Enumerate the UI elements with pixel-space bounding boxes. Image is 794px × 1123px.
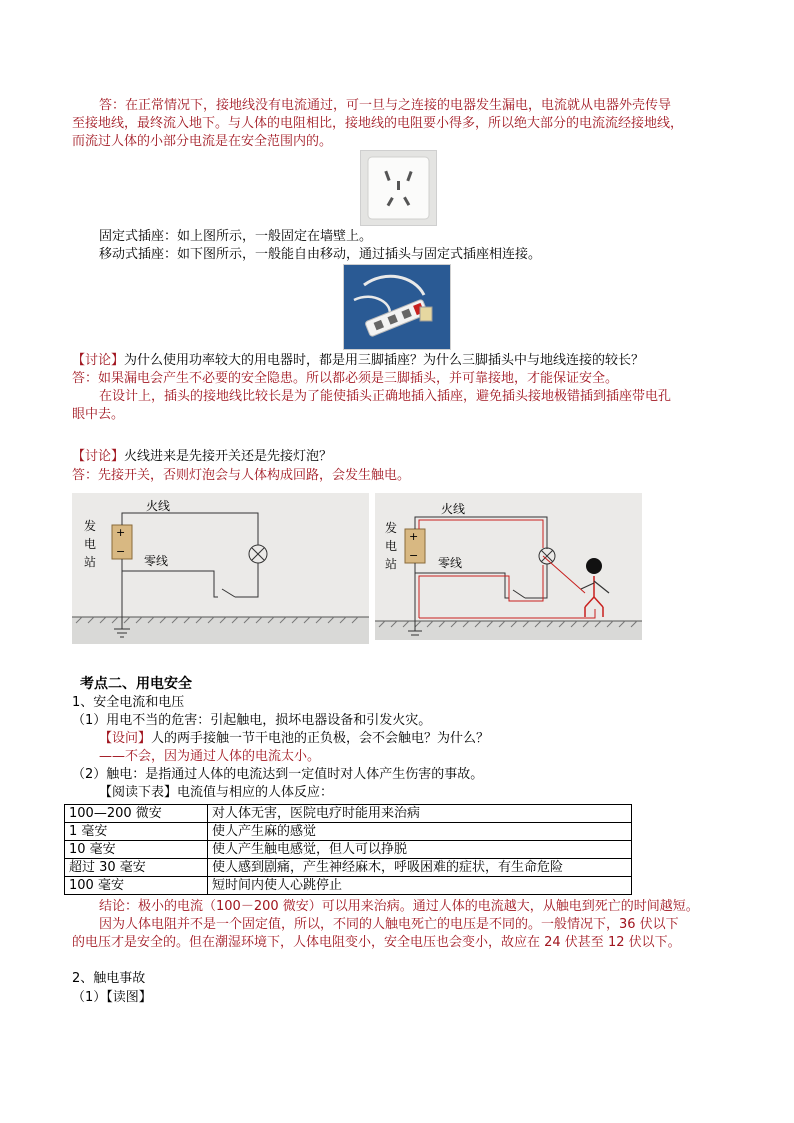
reaction-cell: 使人感到剧痛，产生神经麻木，呼吸困难的症状，有生命危险	[208, 859, 632, 877]
current-cell: 100—200 微安	[65, 805, 208, 823]
setwen-tag: 【设问】	[99, 731, 152, 746]
table-row	[65, 823, 632, 841]
station-char-1: 发	[84, 519, 97, 533]
section-heading: 考点二、用电安全	[80, 676, 192, 692]
conclusion-line-2: 因为人体电阻并不是一个固定值，所以，不同的人触电死亡的电压是不同的。一般情况下，36 伏以下	[99, 917, 679, 932]
current-reaction-table	[64, 804, 632, 895]
conclusion-line-3: 的电压才是安全的。但在潮湿环境下，人体电阻变小，安全电压也会变小，故应在 24 伏甚至 12 伏以下。	[72, 935, 681, 950]
reaction-cell: 使人产生触电感觉，但人可以挣脱	[208, 841, 632, 859]
reaction-cell: 使人产生麻的感觉	[208, 823, 632, 841]
discussion-1-answer2-line2: 眼中去。	[72, 407, 125, 422]
item-1-2: （2）触电：是指通过人体的电流达到一定值时对人体产生伤害的事故。	[72, 767, 484, 782]
table-row	[65, 841, 632, 859]
circuit-diagram-shock	[375, 493, 642, 640]
current-cell: 超过 30 毫安	[65, 859, 208, 877]
table-row	[65, 805, 632, 823]
reading-text: 电流值与相应的人体反应：	[177, 785, 334, 800]
circuit-diagram-switch-first	[72, 493, 369, 644]
conclusion-line-1: 结论：极小的电流（100－200 微安）可以用来治病。通过人体的电流越大，从触电到死亡的时间越短。	[99, 899, 699, 914]
current-cell: 100 毫安	[65, 877, 208, 895]
discussion-tag: 【讨论】	[72, 449, 125, 464]
power-strip-photo	[343, 264, 451, 350]
mobile-socket-text: 移动式插座：如下图所示，一般能自由移动，通过插头与固定式插座相连接。	[99, 247, 542, 262]
live-wire-label: 火线	[441, 502, 466, 516]
item-1-1: （1）用电不当的危害：引起触电，损坏电器设备和引发火灾。	[72, 713, 432, 728]
answer-line-2: 至接地线，最终流入地下。与人体的电阻相比，接地线的电阻要小得多，所以绝大部分的电流流经接地线，	[72, 116, 684, 131]
discussion-tag: 【讨论】	[72, 353, 125, 368]
setwen-answer: ——不会，因为通过人体的电流太小。	[99, 749, 321, 764]
live-wire-label: 火线	[146, 499, 171, 513]
reaction-cell: 短时间内使人心跳停止	[208, 877, 632, 895]
station-char-2: 电	[385, 539, 398, 553]
neutral-wire-label: 零线	[438, 556, 463, 570]
item-1-title: 1、安全电流和电压	[72, 695, 185, 710]
station-char-2: 电	[84, 537, 97, 551]
setwen-question	[99, 730, 489, 748]
discussion-1-answer2-line1: 在设计上，插头的接地线比较长是为了能使插头正确地插入插座，避免插头接地极错插到插座带电孔	[99, 389, 672, 404]
item-2-title: 2、触电事故	[72, 971, 146, 986]
reaction-cell: 对人体无害，医院电疗时能用来治病	[208, 805, 632, 823]
minus-sign: −	[409, 549, 419, 562]
person-head	[586, 558, 602, 574]
discussion-1-answer: 答：如果漏电会产生不必要的安全隐患。所以都必须是三脚插头，并可靠接地，才能保证安全。	[72, 371, 619, 386]
answer-line-1: 答：在正常情况下，接地线没有电流通过，可一旦与之连接的电器发生漏电，电流就从电器外壳传导	[99, 98, 672, 113]
wall-socket-photo	[360, 150, 437, 226]
plus-sign: +	[116, 526, 126, 539]
current-cell: 1 毫安	[65, 823, 208, 841]
discussion-question: 火线进来是先接开关还是先接灯泡？	[124, 449, 333, 464]
discussion-question: 为什么使用功率较大的用电器时，都是用三脚插座？为什么三脚插头中与地线连接的较长？	[124, 353, 645, 368]
reading-tag: 【阅读下表】	[99, 785, 178, 800]
station-char-1: 发	[385, 521, 398, 535]
plus-sign: +	[409, 530, 419, 543]
discussion-2-answer: 答：先接开关，否则灯泡会与人体构成回路，会发生触电。	[72, 468, 411, 483]
item-2-1: （1）【读图】	[72, 990, 152, 1005]
minus-sign: −	[116, 545, 126, 558]
setwen-question-text: 人的两手接触一节干电池的正负极，会不会触电？为什么？	[151, 731, 490, 746]
table-row	[65, 859, 632, 877]
discussion-2-question	[72, 448, 332, 466]
current-cell: 10 毫安	[65, 841, 208, 859]
reading-line	[99, 784, 333, 802]
station-char-3: 站	[84, 555, 97, 569]
station-char-3: 站	[385, 557, 398, 571]
neutral-wire-label: 零线	[144, 554, 169, 568]
discussion-1-question	[72, 352, 644, 370]
fixed-socket-text: 固定式插座：如上图所示，一般固定在墙壁上。	[99, 229, 373, 244]
answer-line-3: 而流过人体的小部分电流是在安全范围内的。	[72, 134, 333, 149]
table-row	[65, 877, 632, 895]
